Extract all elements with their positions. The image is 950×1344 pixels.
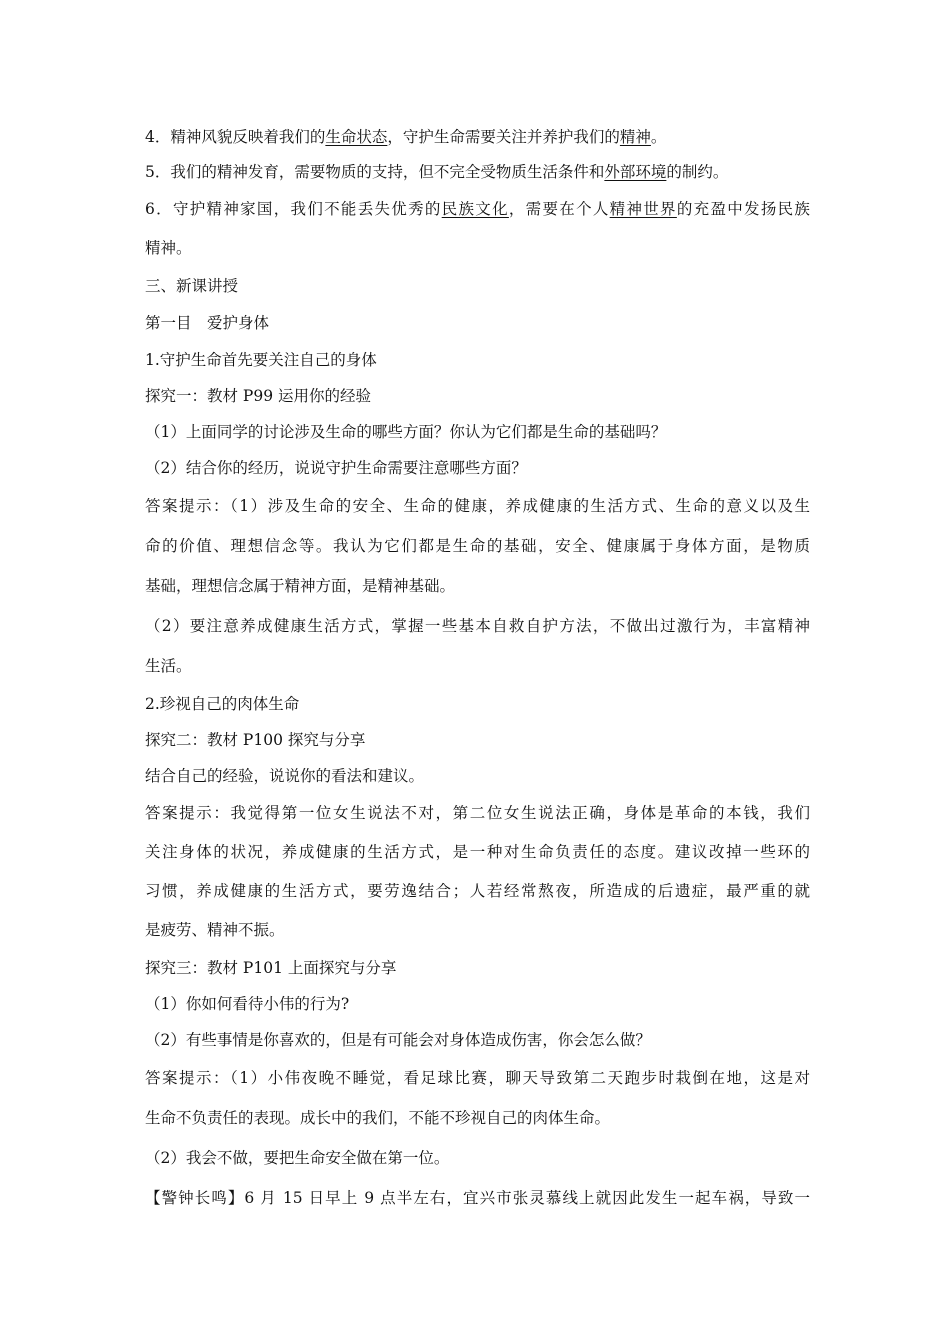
underlined-answer: 民族文化 (441, 200, 509, 218)
underlined-answer: 生命状态 (325, 128, 388, 146)
answer-line: 生活。 (145, 657, 192, 675)
section-heading: 三、新课讲授 (145, 277, 239, 295)
review-item-5 (145, 154, 810, 191)
review-item-6-text: 6．守护精神家国，我们不能丢失优秀的 (145, 200, 442, 218)
explore-title: 探究一：教材 P99 运用你的经验 (145, 387, 372, 405)
explore-question: （2）结合你的经历，说说守护生命需要注意哪些方面？ (145, 459, 527, 477)
review-item-5-text: 的制约。 (666, 163, 729, 181)
point-heading: 1.守护生命首先要关注自己的身体 (145, 351, 377, 369)
explore-question: （1）上面同学的讨论涉及生命的哪些方面？你认为它们都是生命的基础吗？ (145, 423, 667, 441)
underlined-answer: 精神 (619, 128, 651, 146)
answer-line: （2）要注意养成健康生活方式，掌握一些基本自救自护方法，不做出过激行为，丰富精神 (145, 617, 810, 635)
answer-line: 命的价值、理想信念等。我认为它们都是生命的基础，安全、健康属于身体方面，是物质 (145, 537, 810, 555)
answer-line: 习惯，养成健康的生活方式，要劳逸结合；人若经常熬夜，所造成的后遗症，最严重的就 (145, 882, 810, 900)
review-item-6-continued: 精神。 (145, 239, 192, 257)
explore-title: 探究三：教材 P101 上面探究与分享 (145, 959, 397, 977)
document-page (145, 120, 810, 1218)
answer-line: 关注身体的状况，养成健康的生活方式，是一种对生命负责任的态度。建议改掉一些环的 (145, 843, 810, 861)
point-heading: 2.珍视自己的肉体生命 (145, 695, 300, 713)
answer-line: 是疲劳、精神不振。 (145, 921, 285, 939)
warning-paragraph: 【警钟长鸣】6 月 15 日早上 9 点半左右，宜兴市张灵慕线上就因此发生一起车祸，导致一 (145, 1189, 810, 1207)
underlined-answer: 精神世界 (609, 200, 677, 218)
part-heading: 第一目 爱护身体 (145, 314, 270, 332)
answer-line: 答案提示：（1）涉及生命的安全、生命的健康，养成健康的生活方式、生命的意义以及生 (145, 497, 810, 515)
review-item-4-text: ，守护生命需要关注并养护我们的 (387, 128, 620, 146)
answer-line: 生命不负责任的表现。成长中的我们，不能不珍视自己的肉体生命。 (145, 1109, 611, 1127)
explore-prompt: 结合自己的经验，说说你的看法和建议。 (145, 767, 425, 785)
explore-question: （2）有些事情是你喜欢的，但是有可能会对身体造成伤害，你会怎么做？ (145, 1031, 651, 1049)
review-item-6-text: 的充盈中发扬民族 (676, 200, 810, 218)
review-item-4 (145, 120, 810, 154)
answer-line: （2）我会不做，要把生命安全做在第一位。 (145, 1149, 450, 1167)
underlined-answer: 外部环境 (604, 163, 667, 181)
review-item-6 (145, 191, 810, 228)
review-item-4-text: 4．精神风貌反映着我们的 (145, 128, 326, 146)
answer-line: 答案提示：（1）小伟夜晚不睡觉，看足球比赛，聊天导致第二天跑步时栽倒在地，这是对 (145, 1069, 810, 1087)
review-item-4-text: 。 (650, 128, 667, 146)
review-item-5-text: 5．我们的精神发育，需要物质的支持，但不完全受物质生活条件和 (145, 163, 605, 181)
answer-line: 答案提示：我觉得第一位女生说法不对，第二位女生说法正确，身体是革命的本钱，我们 (145, 804, 810, 822)
explore-title: 探究二：教材 P100 探究与分享 (145, 731, 366, 749)
explore-question: （1）你如何看待小伟的行为? (145, 995, 350, 1013)
answer-line: 基础，理想信念属于精神方面，是精神基础。 (145, 577, 456, 595)
review-item-6-text: ，需要在个人 (508, 200, 610, 218)
